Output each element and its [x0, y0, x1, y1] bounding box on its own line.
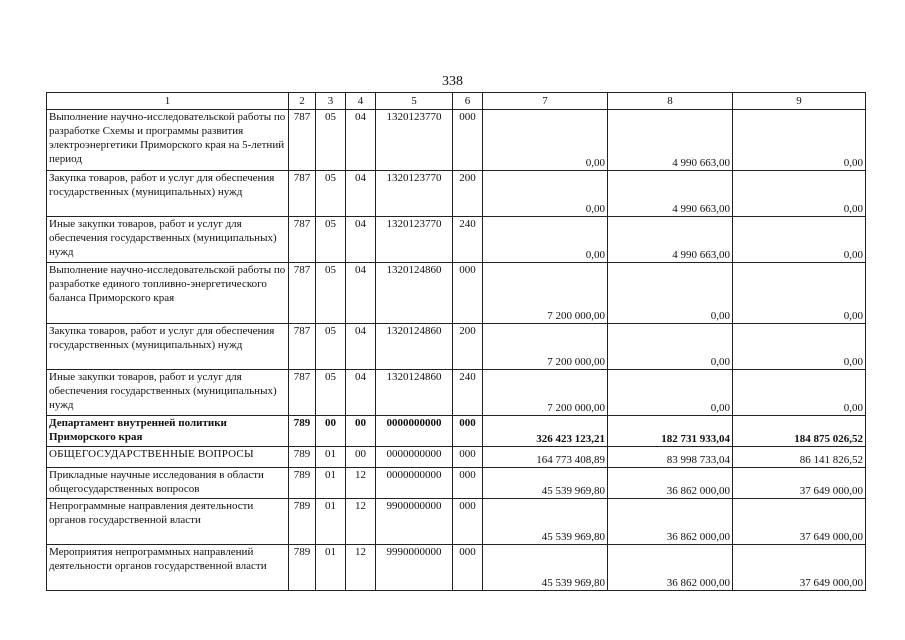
page-number: 338	[442, 74, 463, 89]
section-code: 01	[316, 499, 346, 545]
column-header: 5	[376, 93, 453, 110]
row-description: Выполнение научно-исследовательской работы по разработке Схемы и программы развития электроэнергетики Приморского края на 5-летний период	[47, 110, 289, 171]
amount-col7: 45 539 969,80	[483, 545, 608, 591]
amount-col7: 45 539 969,80	[483, 499, 608, 545]
section-code: 05	[316, 171, 346, 217]
table-row	[47, 468, 866, 499]
amount-col8: 36 862 000,00	[608, 468, 733, 499]
column-header: 3	[316, 93, 346, 110]
table-header-row	[47, 93, 866, 110]
subsection-code: 00	[346, 447, 376, 468]
target-article-code: 1320123770	[376, 217, 453, 263]
amount-col9: 0,00	[733, 324, 866, 370]
ministry-code: 787	[289, 217, 316, 263]
column-header: 4	[346, 93, 376, 110]
amount-col8: 36 862 000,00	[608, 545, 733, 591]
column-header: 1	[47, 93, 289, 110]
amount-col8: 4 990 663,00	[608, 171, 733, 217]
expense-type-code: 240	[453, 217, 483, 263]
amount-col7: 0,00	[483, 110, 608, 171]
target-article-code: 1320124860	[376, 324, 453, 370]
expense-type-code: 000	[453, 447, 483, 468]
table-row	[47, 110, 866, 171]
expense-type-code: 000	[453, 545, 483, 591]
subsection-code: 04	[346, 171, 376, 217]
expense-type-code: 240	[453, 370, 483, 416]
subsection-code: 00	[346, 416, 376, 447]
table-row	[47, 545, 866, 591]
row-description: Иные закупки товаров, работ и услуг для обеспечения государственных (муниципальных) нужд	[47, 370, 289, 416]
target-article-code: 0000000000	[376, 447, 453, 468]
ministry-code: 789	[289, 545, 316, 591]
target-article-code: 0000000000	[376, 416, 453, 447]
row-description: Департамент внутренней политики Приморского края	[47, 416, 289, 447]
section-code: 01	[316, 447, 346, 468]
ministry-code: 787	[289, 171, 316, 217]
section-code: 00	[316, 416, 346, 447]
row-description: Выполнение научно-исследовательской работы по разработке единого топливно-энергетического баланса Приморского края	[47, 263, 289, 324]
amount-col9: 86 141 826,52	[733, 447, 866, 468]
target-article-code: 1320124860	[376, 370, 453, 416]
section-code: 05	[316, 370, 346, 416]
column-header: 2	[289, 93, 316, 110]
expense-type-code: 000	[453, 468, 483, 499]
table-row	[47, 217, 866, 263]
budget-table	[46, 92, 866, 591]
row-description: ОБЩЕГОСУДАРСТВЕННЫЕ ВОПРОСЫ	[47, 447, 289, 468]
subsection-code: 12	[346, 468, 376, 499]
amount-col7: 45 539 969,80	[483, 468, 608, 499]
section-code: 05	[316, 217, 346, 263]
amount-col7: 7 200 000,00	[483, 263, 608, 324]
amount-col7: 326 423 123,21	[483, 416, 608, 447]
target-article-code: 1320123770	[376, 171, 453, 217]
target-article-code: 9900000000	[376, 499, 453, 545]
subsection-code: 04	[346, 324, 376, 370]
amount-col7: 7 200 000,00	[483, 324, 608, 370]
section-code: 05	[316, 110, 346, 171]
table-row	[47, 499, 866, 545]
expense-type-code: 000	[453, 499, 483, 545]
subsection-code: 04	[346, 110, 376, 171]
amount-col9: 0,00	[733, 263, 866, 324]
amount-col9: 0,00	[733, 171, 866, 217]
amount-col8: 83 998 733,04	[608, 447, 733, 468]
column-header: 7	[483, 93, 608, 110]
section-code: 01	[316, 468, 346, 499]
target-article-code: 1320124860	[376, 263, 453, 324]
row-description: Мероприятия непрограммных направлений деятельности органов государственной власти	[47, 545, 289, 591]
table-row	[47, 324, 866, 370]
subsection-code: 04	[346, 263, 376, 324]
table-row	[47, 416, 866, 447]
amount-col9: 0,00	[733, 217, 866, 263]
ministry-code: 789	[289, 499, 316, 545]
row-description: Прикладные научные исследования в области общегосударственных вопросов	[47, 468, 289, 499]
row-description: Иные закупки товаров, работ и услуг для обеспечения государственных (муниципальных) нужд	[47, 217, 289, 263]
subsection-code: 12	[346, 499, 376, 545]
amount-col8: 36 862 000,00	[608, 499, 733, 545]
section-code: 01	[316, 545, 346, 591]
amount-col9: 184 875 026,52	[733, 416, 866, 447]
amount-col7: 0,00	[483, 171, 608, 217]
row-description: Закупка товаров, работ и услуг для обеспечения государственных (муниципальных) нужд	[47, 171, 289, 217]
amount-col9: 37 649 000,00	[733, 468, 866, 499]
expense-type-code: 200	[453, 324, 483, 370]
column-header: 8	[608, 93, 733, 110]
ministry-code: 787	[289, 324, 316, 370]
table-row	[47, 447, 866, 468]
amount-col9: 37 649 000,00	[733, 545, 866, 591]
column-header: 6	[453, 93, 483, 110]
ministry-code: 787	[289, 370, 316, 416]
amount-col9: 37 649 000,00	[733, 499, 866, 545]
table-row	[47, 370, 866, 416]
subsection-code: 04	[346, 217, 376, 263]
section-code: 05	[316, 263, 346, 324]
expense-type-code: 000	[453, 110, 483, 171]
target-article-code: 0000000000	[376, 468, 453, 499]
ministry-code: 787	[289, 110, 316, 171]
expense-type-code: 200	[453, 171, 483, 217]
ministry-code: 789	[289, 447, 316, 468]
amount-col7: 7 200 000,00	[483, 370, 608, 416]
subsection-code: 12	[346, 545, 376, 591]
row-description: Закупка товаров, работ и услуг для обеспечения государственных (муниципальных) нужд	[47, 324, 289, 370]
subsection-code: 04	[346, 370, 376, 416]
ministry-code: 787	[289, 263, 316, 324]
column-header: 9	[733, 93, 866, 110]
amount-col8: 4 990 663,00	[608, 217, 733, 263]
expense-type-code: 000	[453, 263, 483, 324]
amount-col8: 0,00	[608, 324, 733, 370]
expense-type-code: 000	[453, 416, 483, 447]
target-article-code: 9990000000	[376, 545, 453, 591]
amount-col9: 0,00	[733, 110, 866, 171]
amount-col8: 0,00	[608, 263, 733, 324]
ministry-code: 789	[289, 468, 316, 499]
amount-col8: 182 731 933,04	[608, 416, 733, 447]
amount-col7: 0,00	[483, 217, 608, 263]
table-row	[47, 171, 866, 217]
amount-col8: 4 990 663,00	[608, 110, 733, 171]
amount-col7: 164 773 408,89	[483, 447, 608, 468]
target-article-code: 1320123770	[376, 110, 453, 171]
ministry-code: 789	[289, 416, 316, 447]
section-code: 05	[316, 324, 346, 370]
amount-col9: 0,00	[733, 370, 866, 416]
table-row	[47, 263, 866, 324]
row-description: Непрограммные направления деятельности органов государственной власти	[47, 499, 289, 545]
amount-col8: 0,00	[608, 370, 733, 416]
